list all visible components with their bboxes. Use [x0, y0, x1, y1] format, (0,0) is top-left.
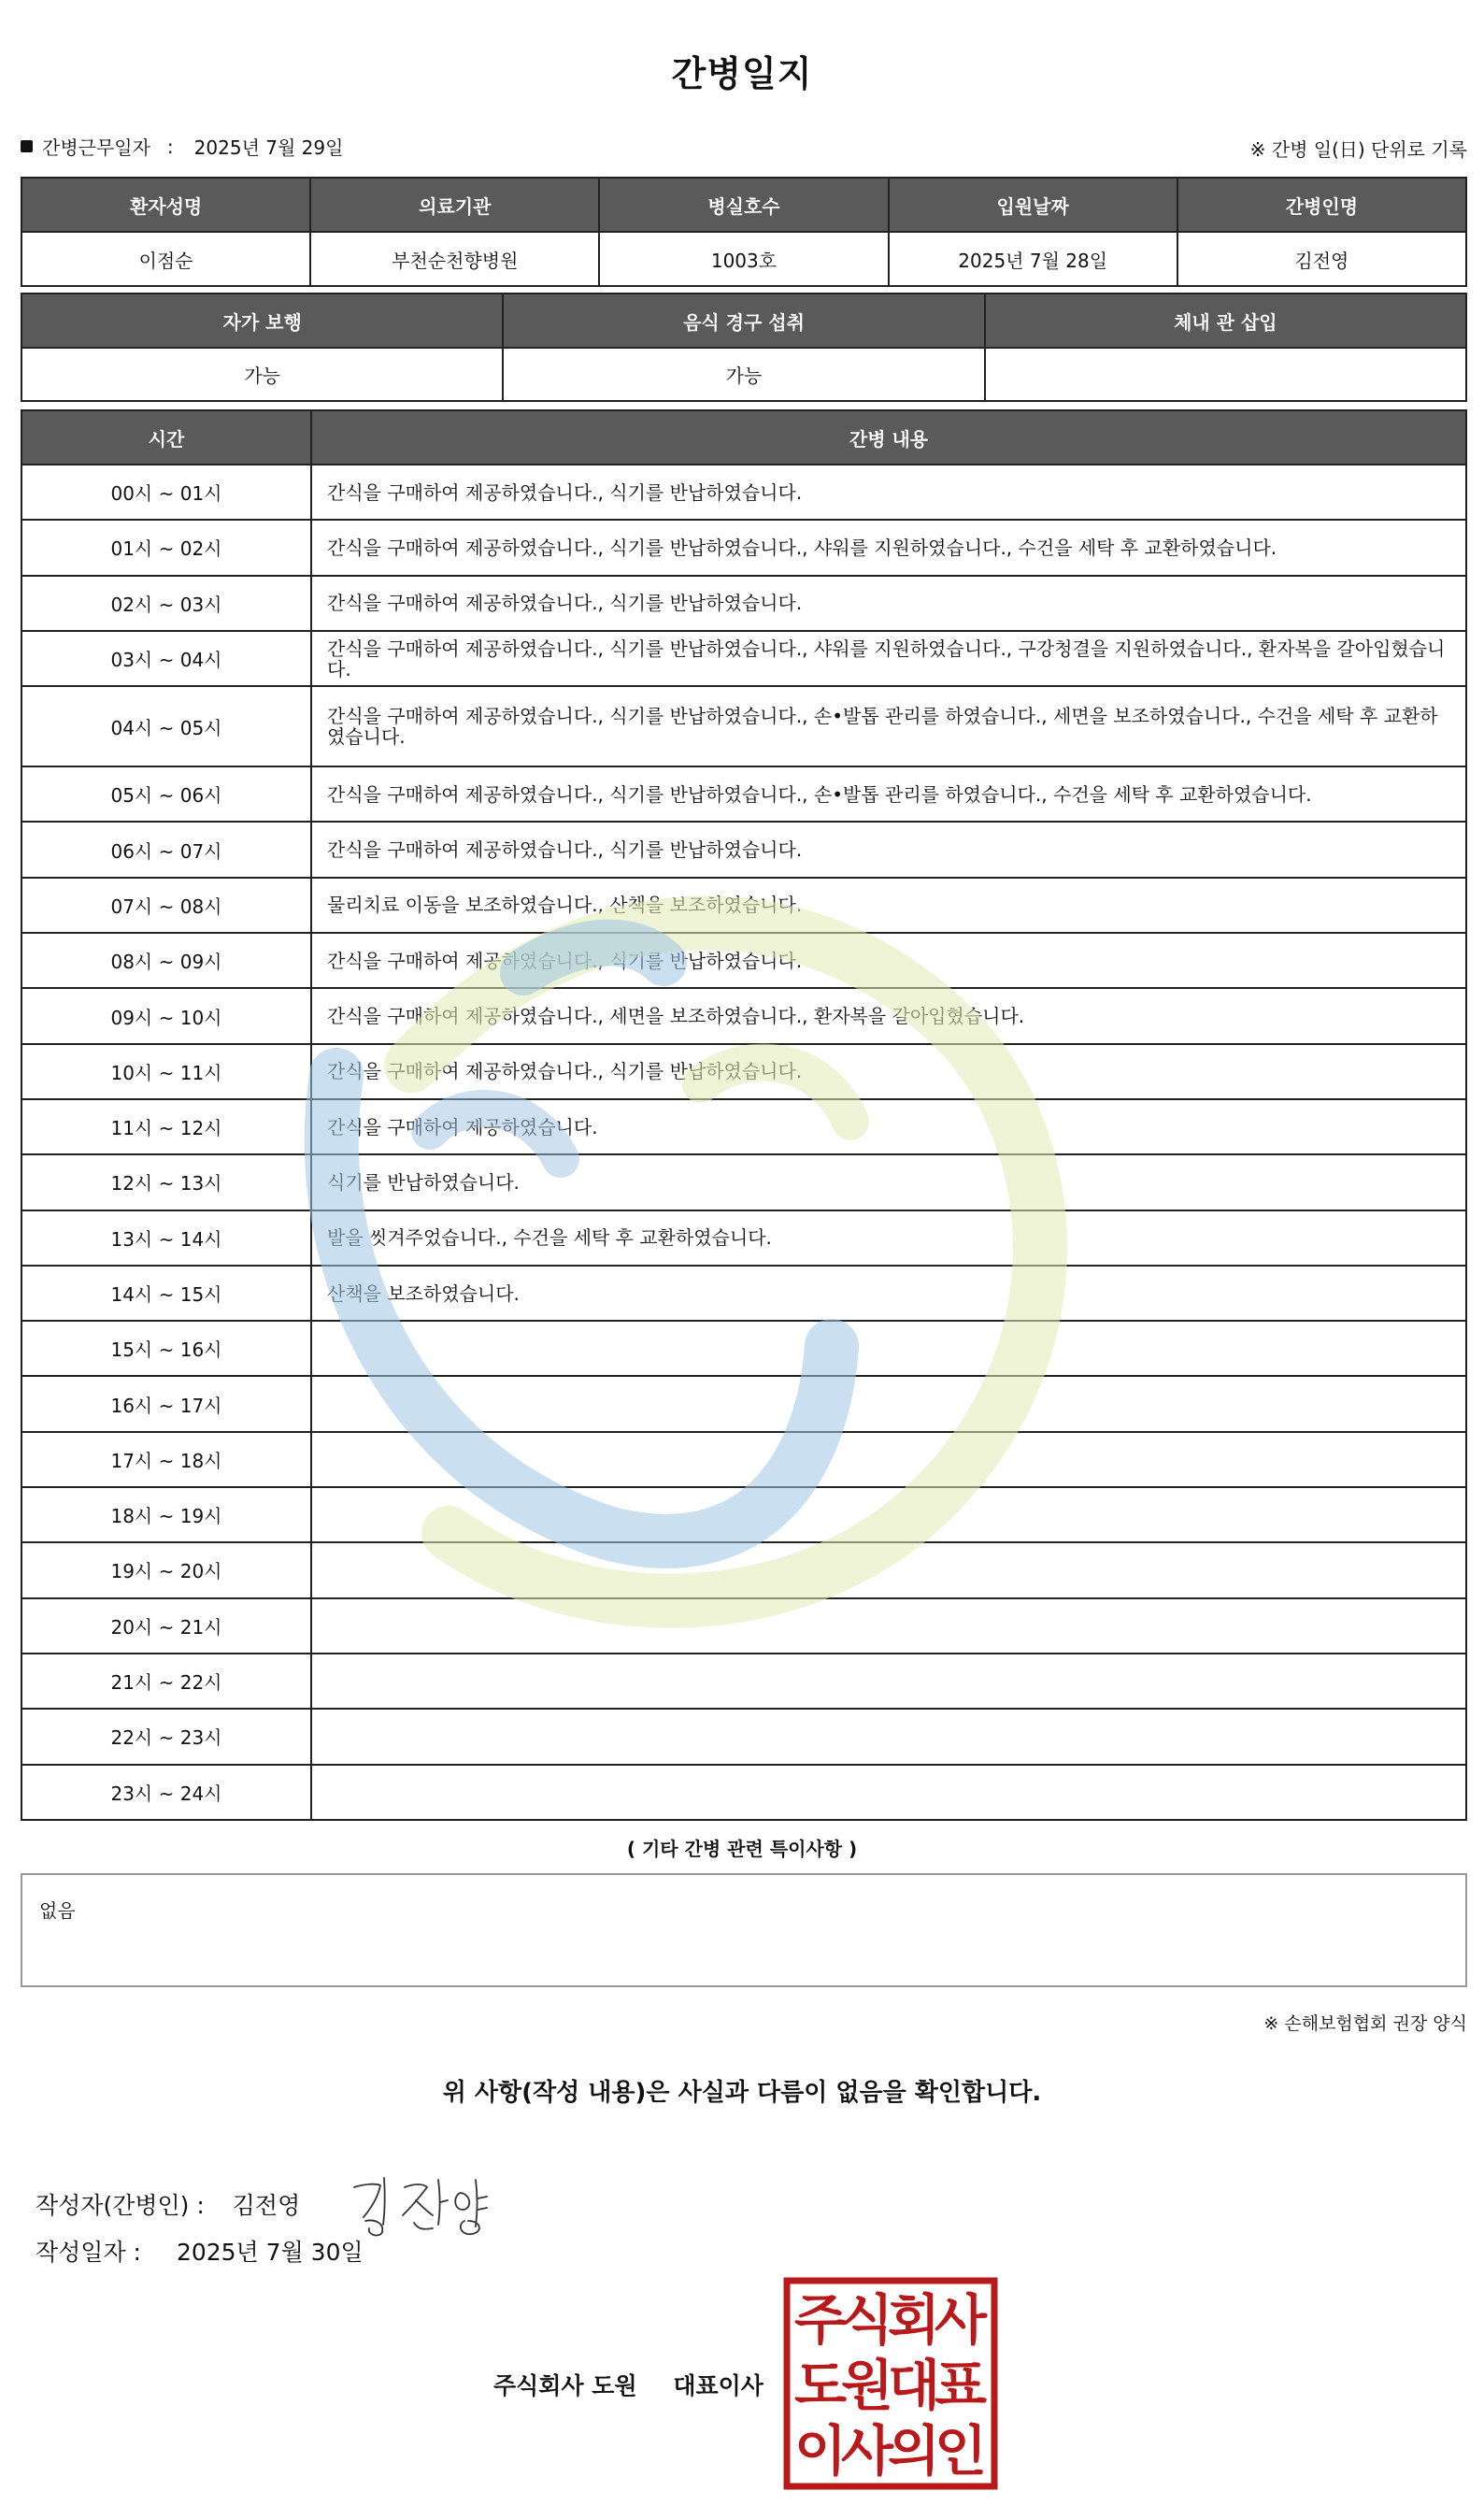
log-time: 21시 ~ 22시 [21, 1654, 311, 1709]
log-row [21, 686, 1466, 766]
company-name: 주식회사 도원 [493, 2372, 637, 2399]
log-row [21, 576, 1466, 631]
log-time: 12시 ~ 13시 [21, 1154, 311, 1210]
log-time: 06시 ~ 07시 [21, 822, 311, 877]
log-row [21, 1266, 1466, 1321]
room-number: 1003호 [599, 232, 888, 286]
header-oral-intake: 음식 경구 섭취 [503, 294, 984, 348]
header-room: 병실호수 [599, 178, 888, 232]
svg-text:주: 주 [793, 2288, 848, 2352]
write-date-line [36, 2234, 364, 2268]
company-seal-stamp [783, 2277, 998, 2490]
log-content [311, 1542, 1466, 1597]
log-time: 04시 ~ 05시 [21, 686, 311, 766]
log-content: 물리치료 이동을 보조하였습니다., 산책을 보조하였습니다. [311, 878, 1466, 933]
log-content: 간식을 구매하여 제공하였습니다. [311, 1099, 1466, 1154]
svg-text:이: 이 [793, 2419, 848, 2483]
writer-label: 작성자(간병인) : [36, 2192, 205, 2219]
log-content [311, 1654, 1466, 1709]
log-time: 16시 ~ 17시 [21, 1376, 311, 1431]
company-signature-line [493, 2368, 763, 2401]
work-date-label: 간병근무일자 [42, 136, 150, 159]
caregiver-name: 김전영 [1177, 232, 1466, 286]
header-admission-date: 입원날짜 [889, 178, 1177, 232]
svg-text:사: 사 [934, 2288, 988, 2352]
log-content [311, 1765, 1466, 1820]
header-care-content: 간병 내용 [311, 410, 1466, 465]
log-row [21, 520, 1466, 575]
log-row [21, 1376, 1466, 1431]
log-row [21, 1487, 1466, 1542]
log-content: 간식을 구매하여 제공하였습니다., 식기를 반납하였습니다., 손•발톱 관리를 하였습니다., 수건을 세탁 후 교환하였습니다. [311, 766, 1466, 822]
admission-date: 2025년 7월 28일 [889, 232, 1177, 286]
log-row [21, 631, 1466, 686]
log-content: 간식을 구매하여 제공하였습니다., 식기를 반납하였습니다. [311, 576, 1466, 631]
tube-insertion-value [985, 348, 1466, 401]
log-row [21, 1542, 1466, 1597]
header-hospital: 의료기관 [310, 178, 599, 232]
header-tube-insertion: 체내 관 삽입 [985, 294, 1466, 348]
svg-text:도: 도 [793, 2354, 848, 2417]
log-time: 23시 ~ 24시 [21, 1765, 311, 1820]
oral-intake-value: 가능 [503, 348, 984, 401]
write-date-value: 2025년 7월 30일 [176, 2239, 364, 2266]
confirmation-statement: 위 사항(작성 내용)은 사실과 다름이 없음을 확인합니다. [442, 2079, 1042, 2107]
self-walking-value: 가능 [21, 348, 503, 401]
log-time: 15시 ~ 16시 [21, 1321, 311, 1376]
log-row [21, 822, 1466, 877]
handwritten-signature [347, 2167, 506, 2241]
log-time: 13시 ~ 14시 [21, 1210, 311, 1266]
log-time: 11시 ~ 12시 [21, 1099, 311, 1154]
log-row [21, 465, 1466, 520]
log-content: 간식을 구매하여 제공하였습니다., 식기를 반납하였습니다. [311, 933, 1466, 988]
header-time: 시간 [21, 410, 311, 465]
log-content [311, 1709, 1466, 1764]
notes-title: ( 기타 간병 관련 특이사항 ) [626, 1838, 858, 1860]
log-time: 02시 ~ 03시 [21, 576, 311, 631]
log-row [21, 1598, 1466, 1654]
log-row [21, 1154, 1466, 1210]
patient-info-table [21, 177, 1467, 287]
log-content: 간식을 구매하여 제공하였습니다., 식기를 반납하였습니다. [311, 465, 1466, 520]
care-log-table [21, 409, 1467, 1821]
svg-text:원: 원 [840, 2354, 894, 2417]
log-content [311, 1321, 1466, 1376]
log-row [21, 1210, 1466, 1266]
log-row [21, 1654, 1466, 1709]
log-time: 08시 ~ 09시 [21, 933, 311, 988]
work-date-colon: : [166, 135, 174, 158]
notes-box [21, 1873, 1467, 1987]
log-content: 간식을 구매하여 제공하였습니다., 세면을 보조하였습니다., 환자복을 갈아입혔습니다. [311, 988, 1466, 1043]
svg-text:인: 인 [934, 2419, 988, 2483]
log-content [311, 1487, 1466, 1542]
log-content [311, 1376, 1466, 1431]
form-footnote: ※ 손해보험협회 권장 양식 [1263, 2013, 1467, 2034]
log-time: 05시 ~ 06시 [21, 766, 311, 822]
log-row [21, 988, 1466, 1043]
svg-text:의: 의 [887, 2419, 941, 2483]
log-time: 19시 ~ 20시 [21, 1542, 311, 1597]
log-content: 발을 씻겨주었습니다., 수건을 세탁 후 교환하였습니다. [311, 1210, 1466, 1266]
log-time: 03시 ~ 04시 [21, 631, 311, 686]
log-content: 식기를 반납하였습니다. [311, 1154, 1466, 1210]
svg-text:표: 표 [934, 2354, 988, 2417]
log-row [21, 933, 1466, 988]
work-date-value: 2025년 7월 29일 [193, 136, 344, 159]
header-caregiver-name: 간병인명 [1177, 178, 1466, 232]
log-time: 09시 ~ 10시 [21, 988, 311, 1043]
hospital-name: 부천순천향병원 [310, 232, 599, 286]
svg-text:식: 식 [840, 2288, 894, 2352]
patient-name: 이점순 [21, 232, 310, 286]
log-content: 간식을 구매하여 제공하였습니다., 식기를 반납하였습니다. [311, 1044, 1466, 1099]
log-content: 산책을 보조하였습니다. [311, 1266, 1466, 1321]
svg-text:사: 사 [840, 2419, 894, 2483]
log-content [311, 1432, 1466, 1487]
log-content: 간식을 구매하여 제공하였습니다., 식기를 반납하였습니다., 샤워를 지원하였습니다., 수건을 세탁 후 교환하였습니다. [311, 520, 1466, 575]
log-time: 17시 ~ 18시 [21, 1432, 311, 1487]
log-time: 00시 ~ 01시 [21, 465, 311, 520]
log-row [21, 1432, 1466, 1487]
log-content: 간식을 구매하여 제공하였습니다., 식기를 반납하였습니다., 샤워를 지원하였습니다., 구강청결을 지원하였습니다., 환자복을 갈아입혔습니다. [311, 631, 1466, 686]
log-content [311, 1598, 1466, 1654]
log-time: 20시 ~ 21시 [21, 1598, 311, 1654]
log-time: 10시 ~ 11시 [21, 1044, 311, 1099]
svg-text:대: 대 [887, 2354, 941, 2417]
log-row [21, 878, 1466, 933]
log-row [21, 1099, 1466, 1154]
header-self-walking: 자가 보행 [21, 294, 503, 348]
notes-content: 없음 [39, 1899, 76, 1922]
log-content: 간식을 구매하여 제공하였습니다., 식기를 반납하였습니다. [311, 822, 1466, 877]
log-row [21, 766, 1466, 822]
log-time: 22시 ~ 23시 [21, 1709, 311, 1764]
svg-text:회: 회 [887, 2288, 941, 2352]
log-row [21, 1765, 1466, 1820]
writer-name: 김전영 [232, 2192, 301, 2219]
unit-note: ※ 간병 일(日) 단위로 기록 [1249, 138, 1467, 161]
page-title: 간병일지 [671, 53, 813, 94]
log-time: 14시 ~ 15시 [21, 1266, 311, 1321]
write-date-label: 작성일자 : [36, 2239, 141, 2266]
ceo-title: 대표이사 [673, 2372, 763, 2399]
log-row [21, 1044, 1466, 1099]
log-time: 18시 ~ 19시 [21, 1487, 311, 1542]
log-content: 간식을 구매하여 제공하였습니다., 식기를 반납하였습니다., 손•발톱 관리를 하였습니다., 세면을 보조하였습니다., 수건을 세탁 후 교환하였습니다. [311, 686, 1466, 766]
log-time: 07시 ~ 08시 [21, 878, 311, 933]
log-row [21, 1321, 1466, 1376]
writer-line [36, 2167, 506, 2241]
header-patient-name: 환자성명 [21, 178, 310, 232]
log-time: 01시 ~ 02시 [21, 520, 311, 575]
work-date-line [21, 133, 343, 160]
square-bullet-icon [21, 140, 33, 152]
patient-capability-table [21, 293, 1467, 402]
log-row [21, 1709, 1466, 1764]
